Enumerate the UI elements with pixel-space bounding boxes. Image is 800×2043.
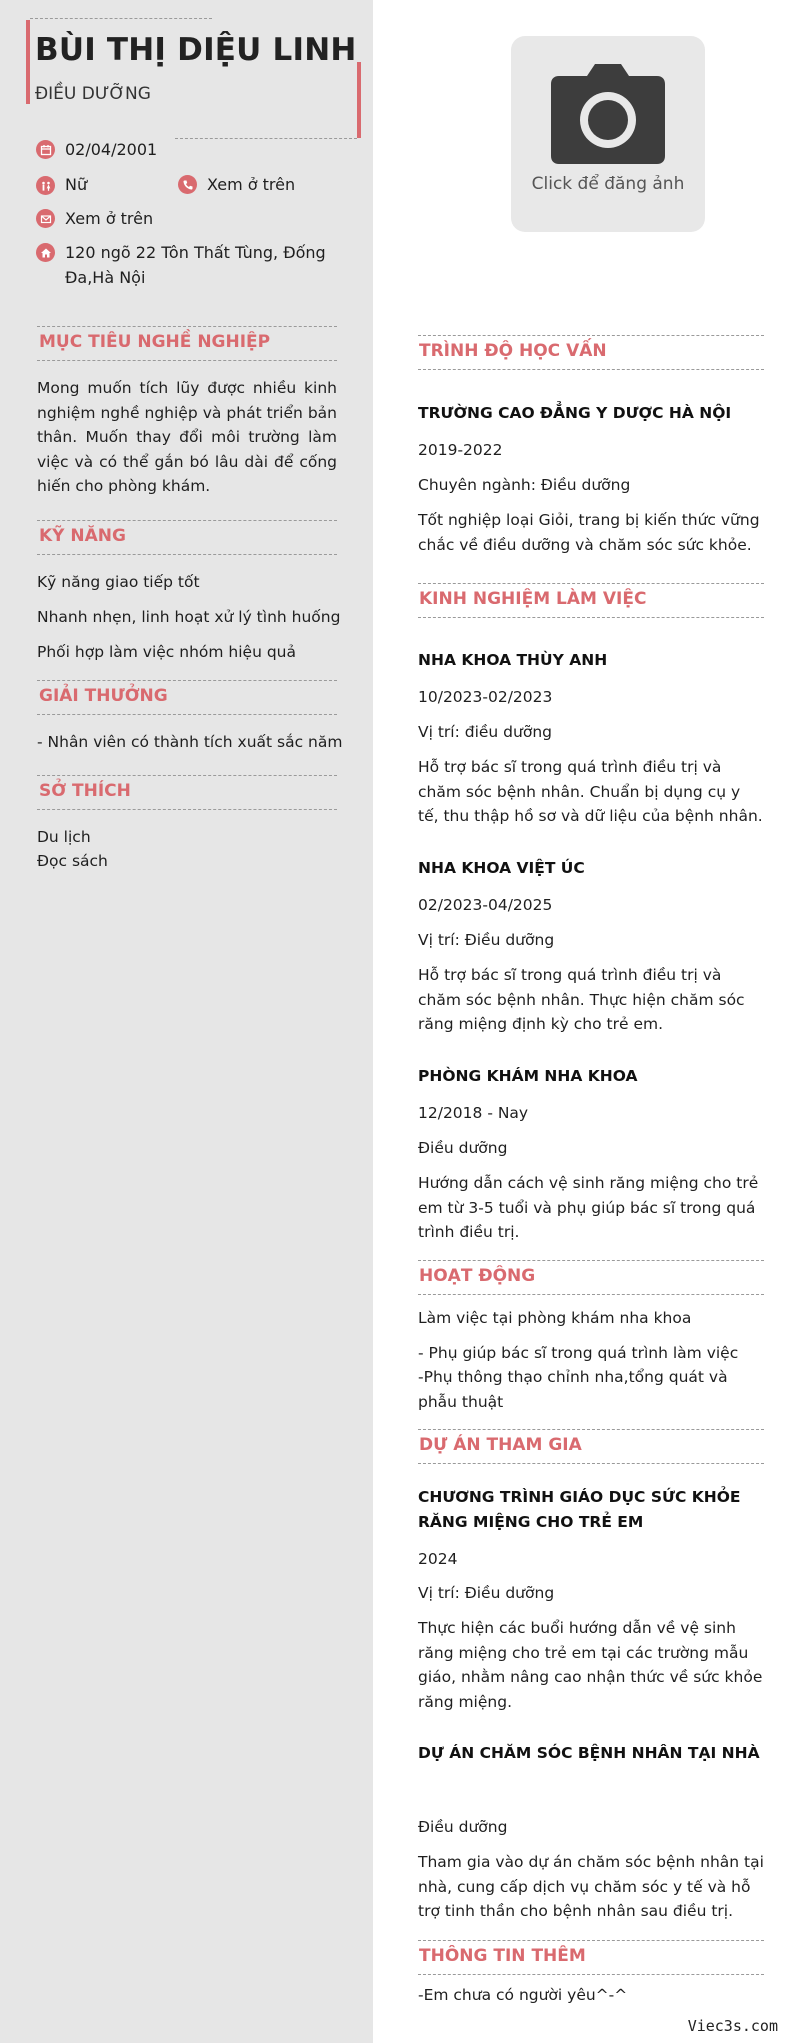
divider	[37, 360, 337, 361]
divider	[37, 714, 337, 715]
job-company: NHA KHOA VIỆT ÚC	[418, 859, 585, 877]
divider	[37, 520, 337, 521]
job-position: Điều dưỡng	[418, 1139, 508, 1157]
phone-icon	[178, 175, 197, 194]
job-period: 12/2018 - Nay	[418, 1104, 529, 1122]
name-accent-bar	[26, 20, 30, 104]
objective-text: Mong muốn tích lũy được nhiều kinh nghiệm nghề nghiệp và phát triển bản thân. Muốn thay đổi môi trường làm việc và có thể gắn bó lâu dài để cống hiến cho phòng khám.	[37, 379, 337, 495]
divider	[418, 1294, 764, 1295]
divider	[37, 326, 337, 327]
projects-title: DỰ ÁN THAM GIA	[419, 1435, 582, 1455]
project-description: Thực hiện các buổi hướng dẫn về vệ sinh răng miệng cho trẻ em tại các trường mẫu giáo, nhằm nâng cao nhận thức về sức khỏe răng miệng.	[418, 1619, 763, 1711]
divider	[37, 809, 337, 810]
activities-title: HOẠT ĐỘNG	[419, 1266, 536, 1286]
activities-place: Làm việc tại phòng khám nha khoa	[418, 1309, 692, 1327]
skill-item: Kỹ năng giao tiếp tốt	[37, 573, 200, 591]
project-name: DỰ ÁN CHĂM SÓC BỆNH NHÂN TẠI NHÀ	[418, 1744, 760, 1762]
divider	[418, 1429, 764, 1430]
hobby-item: Du lịch	[37, 828, 91, 846]
address-line-1: 120 ngõ 22 Tôn Thất Tùng, Đống	[65, 243, 326, 262]
email[interactable]: Xem ở trên	[65, 209, 154, 228]
gender-icon	[36, 176, 55, 195]
divider	[418, 335, 764, 336]
photo-upload[interactable]	[511, 36, 705, 232]
divider	[418, 617, 764, 618]
divider	[418, 1940, 764, 1941]
job-company: NHA KHOA THÙY ANH	[418, 651, 608, 669]
job-period: 02/2023-04/2025	[418, 896, 553, 914]
education-major: Chuyên ngành: Điều dưỡng	[418, 476, 631, 494]
divider	[37, 680, 337, 681]
job-description: Hỗ trợ bác sĩ trong quá trình điều trị và chăm sóc bệnh nhân. Chuẩn bị dụng cụ y tế, thu thập hồ sơ và dữ liệu của bệnh nhân.	[418, 758, 763, 825]
education-description: Tốt nghiệp loại Giỏi, trang bị kiến thức vững chắc về điều dưỡng và chăm sóc sức khỏe.	[418, 511, 760, 554]
divider	[418, 1974, 764, 1975]
divider	[37, 554, 337, 555]
site-watermark: Viec3s.com	[687, 2017, 778, 2035]
project-year: 2024	[418, 1550, 458, 1568]
camera-icon	[549, 62, 667, 166]
project-name: CHƯƠNG TRÌNH GIÁO DỤC SỨC KHỎE RĂNG MIỆNG CHO TRẺ EM	[418, 1488, 741, 1531]
divider	[418, 369, 764, 370]
job-description: Hướng dẫn cách vệ sinh răng miệng cho trẻ em từ 3-5 tuổi và phụ giúp bác sĩ trong quá trình điều trị.	[418, 1174, 759, 1241]
experience-title: KINH NGHIỆM LÀM VIỆC	[419, 589, 647, 609]
education-period: 2019-2022	[418, 441, 503, 459]
project-description: Tham gia vào dự án chăm sóc bệnh nhân tại nhà, cung cấp dịch vụ chăm sóc y tế và hỗ trợ tinh thần cho bệnh nhân sau điều trị.	[418, 1853, 764, 1920]
job-company: PHÒNG KHÁM NHA KHOA	[418, 1067, 638, 1085]
extra-info-text: -Em chưa có người yêu^-^	[418, 1986, 628, 2004]
home-icon	[36, 243, 55, 262]
education-title: TRÌNH ĐỘ HỌC VẤN	[419, 341, 607, 361]
birthday: 02/04/2001	[65, 140, 158, 159]
sidebar	[0, 0, 373, 2043]
awards-text: - Nhân viên có thành tích xuất sắc năm	[37, 733, 343, 751]
skill-item: Nhanh nhẹn, linh hoạt xử lý tình huống	[37, 608, 341, 626]
hobbies-title: SỞ THÍCH	[39, 781, 131, 801]
divider	[418, 583, 764, 584]
phone[interactable]: Xem ở trên	[207, 175, 296, 194]
divider	[418, 1463, 764, 1464]
header-divider-2	[175, 138, 357, 139]
awards-title: GIẢI THƯỞNG	[39, 686, 168, 706]
job-period: 10/2023-02/2023	[418, 688, 553, 706]
divider	[418, 1260, 764, 1261]
hobby-item: Đọc sách	[37, 852, 108, 870]
skill-item: Phối hợp làm việc nhóm hiệu quả	[37, 643, 296, 661]
header-accent-bar	[357, 62, 361, 138]
candidate-job-title: ĐIỀU DƯỠNG	[35, 84, 151, 104]
photo-upload-label: Click để đăng ảnh	[531, 174, 685, 194]
address-line-2: Đa,Hà Nội	[65, 268, 146, 287]
objective-title: MỤC TIÊU NGHỀ NGHIỆP	[39, 332, 271, 352]
activities-line: - Phụ giúp bác sĩ trong quá trình làm việc	[418, 1344, 739, 1362]
gender: Nữ	[65, 175, 88, 194]
job-description: Hỗ trợ bác sĩ trong quá trình điều trị và chăm sóc bệnh nhân. Thực hiện chăm sóc răng miệng định kỳ cho trẻ em.	[418, 966, 745, 1033]
job-position: Vị trí: Điều dưỡng	[418, 931, 555, 949]
job-position: Vị trí: điều dưỡng	[418, 723, 552, 741]
candidate-name: BÙI THỊ DIỆU LINH	[35, 32, 357, 68]
email-icon	[36, 209, 55, 228]
project-position: Vị trí: Điều dưỡng	[418, 1584, 555, 1602]
divider	[37, 775, 337, 776]
header-divider	[30, 18, 212, 19]
activities-line: -Phụ thông thạo chỉnh nha,tổng quát và phẫu thuật	[418, 1368, 728, 1411]
calendar-icon	[36, 140, 55, 159]
project-position: Điều dưỡng	[418, 1818, 508, 1836]
skills-title: KỸ NĂNG	[39, 526, 126, 546]
school-name: TRƯỜNG CAO ĐẲNG Y DƯỢC HÀ NỘI	[418, 404, 732, 422]
extra-info-title: THÔNG TIN THÊM	[419, 1946, 586, 1966]
